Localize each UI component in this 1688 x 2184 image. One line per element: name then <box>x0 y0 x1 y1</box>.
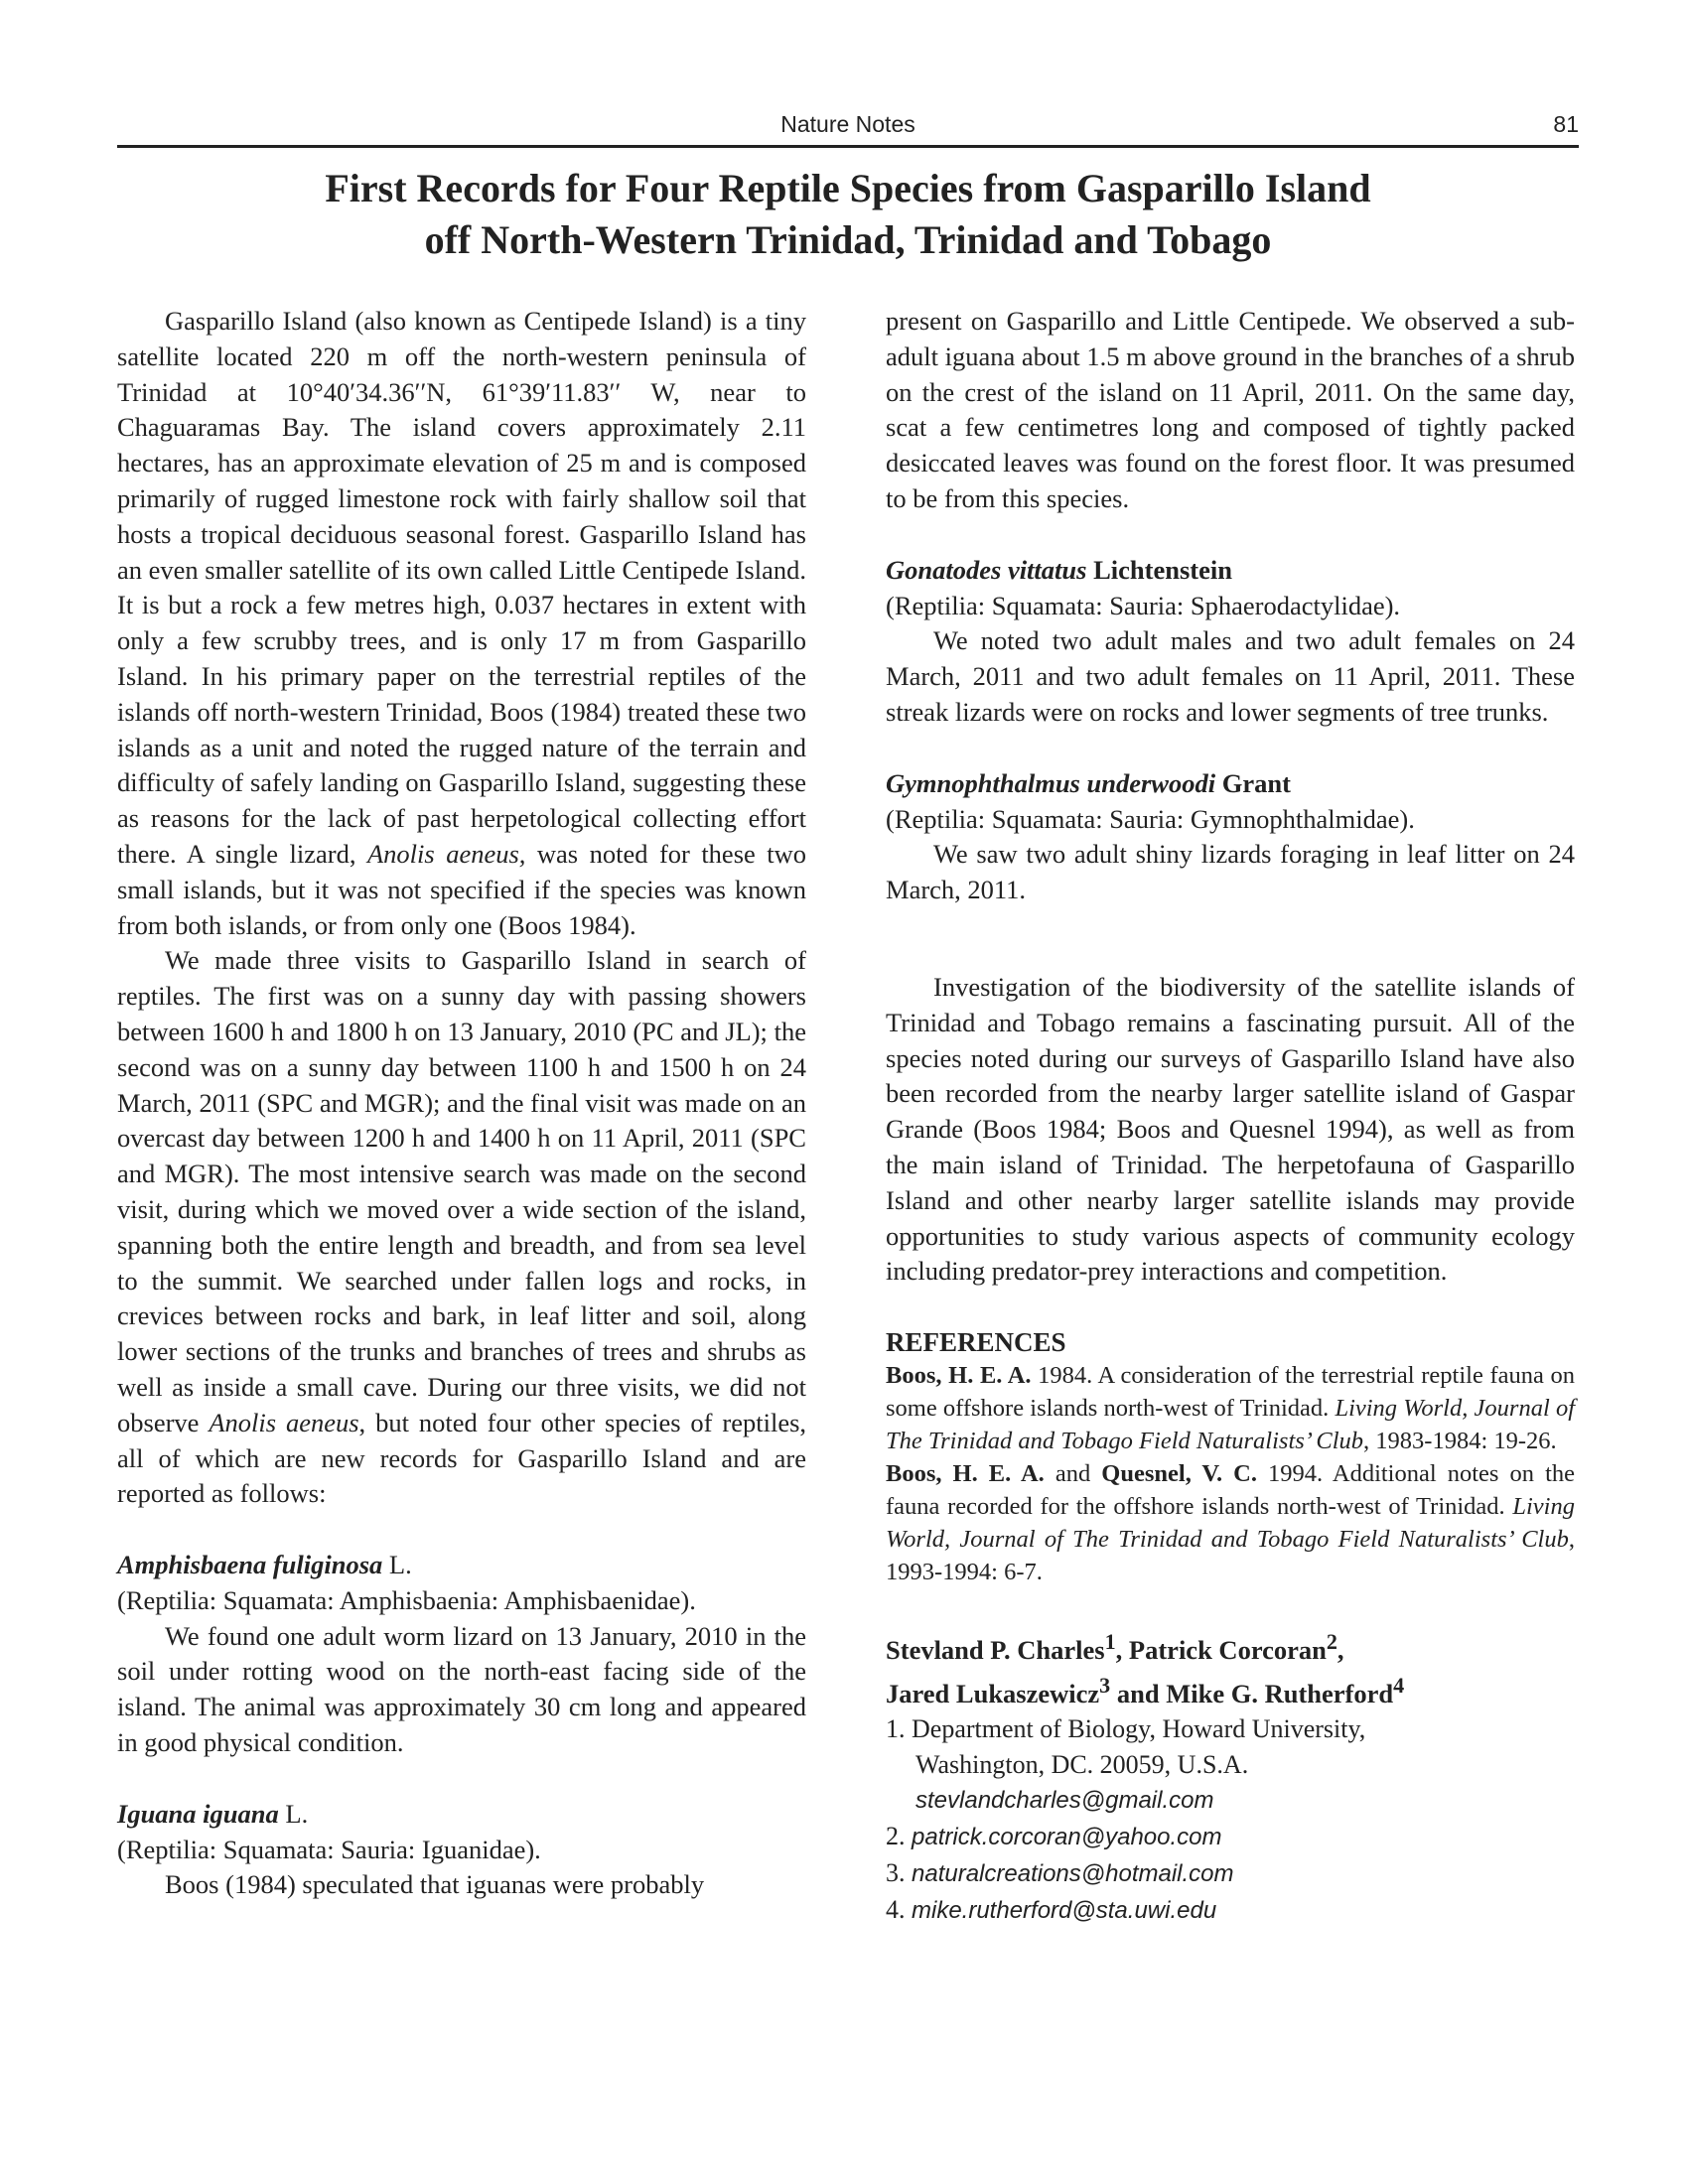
species-heading: Gymnophthalmus underwoodi Grant <box>886 767 1291 798</box>
left-column <box>117 304 806 1903</box>
intro-paragraph-2: We made three visits to Gasparillo Island in search of reptiles. The first was on a sunny day with passing showers between 1600 h and 1800 h on 13 January, 2010 (PC and JL); the second was on a sunny day between 1100 h and 1500 h on 24 March, 2011 (SPC and MGR); and the final visit was made on an overcast day between 1200 h and 1400 h on 11 April, 2011 (SPC and MGR). The most intensive search was made on the second visit, during which we moved over a wide section of the island, spanning both the entire length and breadth, and from sea level to the summit. We searched under fallen logs and rocks, in crevices between rocks and bark, in leaf litter and soil, along lower sections of the trunks and branches of trees and shrubs as well as inside a small cave. During our three visits, we did not observe Anolis aeneus, but noted four other species of reptiles, all of which are new records for Gasparillo Island and are reported as follows: <box>117 945 807 1509</box>
species-account-continued: present on Gasparillo and Little Centipede. We observed a sub-adult iguana about 1.5 m above ground in the branches of a shrub on the crest of the island on 11 April, 2011. On the same day, scat a few centimetres long and composed of tightly packed desiccated leaves was found on the forest floor. It was presumed to be from this species. <box>886 306 1575 513</box>
species-account: We found one adult worm lizard on 13 January, 2010 in the soil under rotting wood on the north-east facing side of the island. The animal was approximately 30 cm long and appeared in good physical condition. <box>117 1620 806 1758</box>
affiliation-1: 1. Department of Biology, Howard University, Washington, DC. 20059, U.S.A. stevlandcharles@gmail.com <box>886 1711 1575 1819</box>
affiliation-2: 2. patrick.corcoran@yahoo.com <box>886 1821 1222 1850</box>
species-account: We saw two adult shiny lizards foraging in leaf litter on 24 March, 2011. <box>886 839 1575 905</box>
species-account: We noted two adult males and two adult females on 24 March, 2011 and two adult females on 11 April, 2011. These streak lizards were on rocks and lower segments of tree trunks. <box>886 625 1575 727</box>
species-mention: Anolis aeneus <box>209 1407 359 1437</box>
intro-paragraph-1: Gasparillo Island (also known as Centipede Island) is a tiny satellite located 220 m off the north-western peninsula of Trinidad at 10°40′34.36′′N, 61°39′11.83′′ W, near to Chaguaramas Bay. The island covers approximately 2.11 hectares, has an approximate elevation of 25 m and is composed primarily of rugged limestone rock with fairly shallow soil that hosts a tropical deciduous seasonal forest. Gasparillo Island has an even smaller satellite of its own called Little Centipede Island. It is but a rock a few metres high, 0.037 hectares in extent with only a few scrubby trees, and is only 17 m from Gasparillo Island. In his primary paper on the terrestrial reptiles of the islands off north-western Trinidad, Boos (1984) treated these two islands as a unit and noted the rugged nature of the terrain and difficulty of safely landing on Gasparillo Island, suggesting these as reasons for the lack of past herpetological collecting effort there. A single lizard, Anolis aeneus, was noted for these two small islands, but it was not specified if the species was known from both islands, or from only one (Boos 1984). <box>117 306 807 940</box>
author-list: Stevland P. Charles$^1$, Patrick Corcoran$^2$, Jared Lukaszewicz$^3$ and Mike G. Rutherford$^4$ <box>886 1629 1405 1708</box>
species-heading: Iguana iguana L. <box>117 1798 309 1829</box>
affiliation-3: 3. naturalcreations@hotmail.com <box>886 1857 1234 1887</box>
species-mention: Anolis aeneus, <box>366 838 526 869</box>
species-classification: (Reptilia: Squamata: Sauria: Iguanidae). <box>117 1834 541 1864</box>
title-line-2: off North-Western Trinidad, Trinidad and Tobago <box>424 217 1272 262</box>
email-link[interactable]: patrick.corcoran@yahoo.com <box>912 1823 1222 1850</box>
running-header <box>117 111 1579 148</box>
email-link[interactable]: stevlandcharles@gmail.com <box>915 1786 1214 1814</box>
affiliation-4: 4. mike.rutherford@sta.uwi.edu <box>886 1894 1217 1924</box>
article-title <box>117 163 1579 266</box>
species-classification: (Reptilia: Squamata: Sauria: Sphaerodactylidae). <box>886 590 1401 620</box>
section-name: Nature Notes <box>780 111 915 137</box>
right-column <box>886 304 1575 1929</box>
species-classification: (Reptilia: Squamata: Sauria: Gymnophthalmidae). <box>886 803 1415 834</box>
species-heading: Gonatodes vittatus Lichtenstein <box>886 554 1232 585</box>
reference-entry: Boos, H. E. A. 1984. A consideration of the terrestrial reptile fauna on some offshore islands north-west of Trinidad. Living World, Journal of The Trinidad and Tobago Field Naturalists’ Club, 1983-1984: 19-26. <box>886 1362 1575 1455</box>
species-classification: (Reptilia: Squamata: Amphisbaenia: Amphisbaenidae). <box>117 1584 696 1615</box>
page-number: 81 <box>1553 111 1579 137</box>
species-account: Boos (1984) speculated that iguanas were probably <box>165 1869 705 1900</box>
title-line-1: First Records for Four Reptile Species from Gasparillo Island <box>325 166 1371 210</box>
email-link[interactable]: naturalcreations@hotmail.com <box>912 1859 1234 1887</box>
species-heading: Amphisbaena fuliginosa L. <box>117 1550 412 1580</box>
email-link[interactable]: mike.rutherford@sta.uwi.edu <box>912 1896 1217 1924</box>
references-heading: REFERENCES <box>886 1327 1066 1358</box>
reference-entry: Boos, H. E. A. and Quesnel, V. C. 1994. Additional notes on the fauna recorded for the offshore islands north-west of Trinidad. Living World, Journal of The Trinidad and Tobago Field Naturalists’ Club, 1993-1994: 6-7. <box>886 1460 1575 1586</box>
conclusion-paragraph: Investigation of the biodiversity of the satellite islands of Trinidad and Tobago remains a fascinating pursuit. All of the species noted during our surveys of Gasparillo Island have also been recorded from the nearby larger satellite island of Gaspar Grande (Boos 1984; Boos and Quesnel 1994), as well as from the main island of Trinidad. The herpetofauna of Gasparillo Island and other nearby larger satellite islands may provide opportunities to study various aspects of community ecology including predator-prey interactions and competition. <box>886 971 1575 1287</box>
